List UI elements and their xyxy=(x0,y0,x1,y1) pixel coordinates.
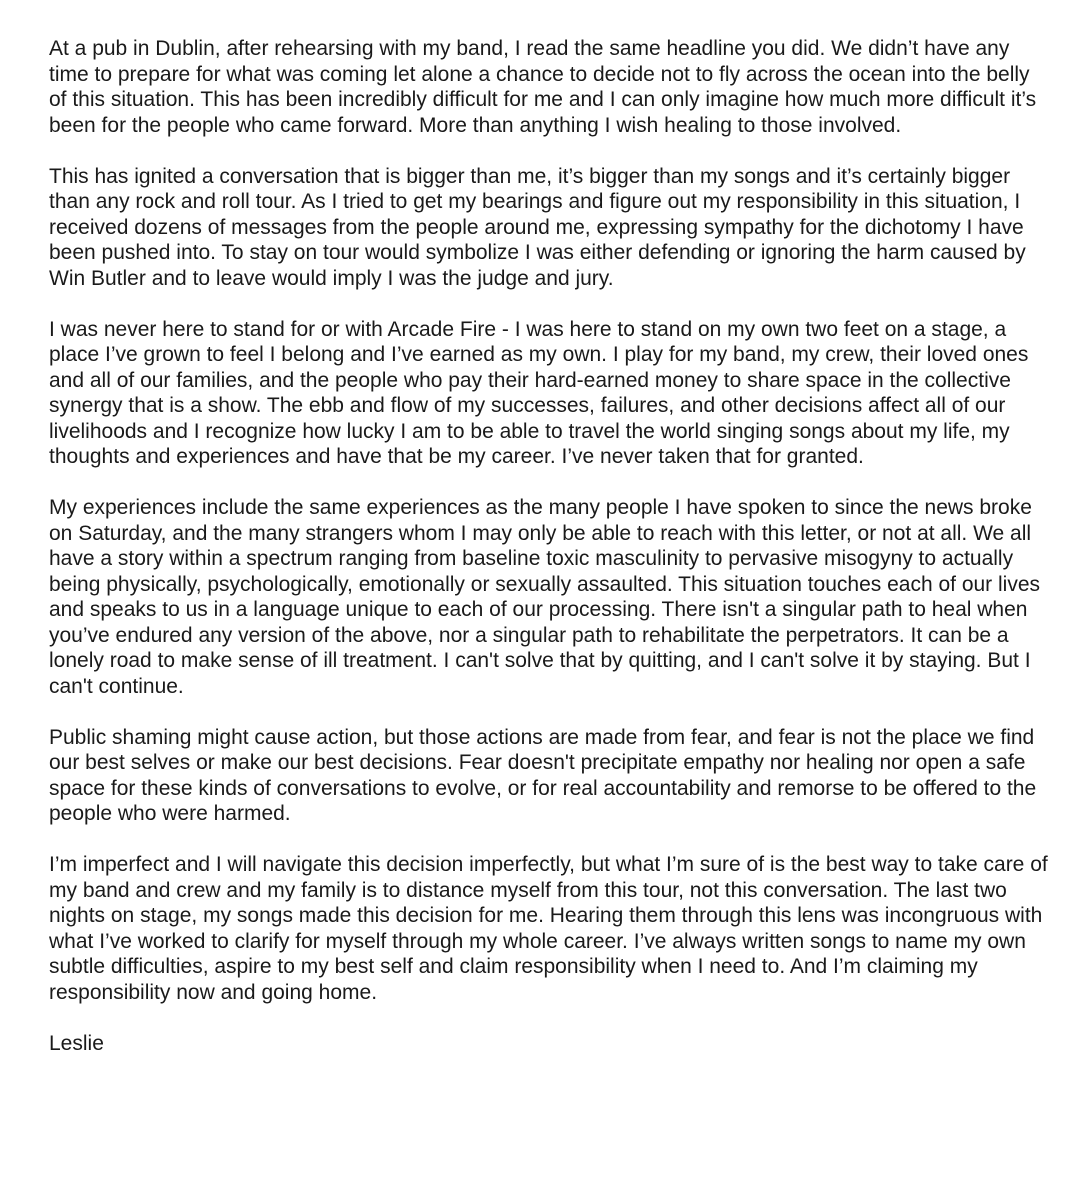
paragraph: My experiences include the same experiences as the many people I have spoken to since the news broke on Saturday, and the many strangers whom I may only be able to reach with this letter, or not at all. We all have a story within a spectrum ranging from baseline toxic masculinity to pervasive misogyny to actually being physically, psychologically, emotionally or sexually assaulted. This situation touches each of our lives and speaks to us in a language unique to each of our processing. There isn't a singular path to heal when you’ve endured any version of the above, nor a singular path to rehabilitate the perpetrators. It can be a lonely road to make sense of ill treatment. I can't solve that by quitting, and I can't solve it by staying. But I can't continue. xyxy=(49,496,1041,698)
paragraph: At a pub in Dublin, after rehearsing with my band, I read the same headline you did. We didn’t have any time to prepare for what was coming let alone a chance to decide not to fly across the ocean into the belly of this situation. This has been incredibly difficult for me and I can only imagine how much more difficult it’s been for the people who came forward. More than anything I wish healing to those involved. xyxy=(49,37,1037,137)
paragraph: Public shaming might cause action, but those actions are made from fear, and fear is not the place we find our best selves or make our best decisions. Fear doesn't precipitate empathy nor healing nor open a safe space for these kinds of conversations to evolve, or for real accountability and remorse to be offered to the people who were harmed. xyxy=(49,725,1037,825)
paragraph: I’m imperfect and I will navigate this decision imperfectly, but what I’m sure of is the best way to take care of my band and crew and my family is to distance myself from this tour, not this conversation. The last two nights on stage, my songs made this decision for me. Hearing them through this lens was incongruous with what I’ve worked to clarify for myself through my whole career. I’ve always written songs to name my own subtle difficulties, aspire to my best self and claim responsibility when I need to. And I’m claiming my responsibility now and going home. xyxy=(49,853,1048,1004)
paragraph: This has ignited a conversation that is bigger than me, it’s bigger than my songs and it’s certainly bigger than any rock and roll tour. As I tried to get my bearings and figure out my responsibility in this situation, I received dozens of messages from the people around me, expressing sympathy for the dichotomy I have been pushed into. To stay on tour would symbolize I was either defending or ignoring the harm caused by Win Butler and to leave would imply I was the judge and jury. xyxy=(49,164,1026,290)
signature: Leslie xyxy=(49,1031,104,1055)
paragraph: I was never here to stand for or with Arcade Fire - I was here to stand on my own two feet on a stage, a place I’ve grown to feel I belong and I’ve earned as my own. I play for my band, my crew, their loved ones and all of our families, and the people who pay their hard-earned money to share space in the collective synergy that is a show. The ebb and flow of my successes, failures, and other decisions affect all of our livelihoods and I recognize how lucky I am to be able to travel the world singing songs about my life, my thoughts and experiences and have that be my career. I’ve never taken that for granted. xyxy=(49,317,1029,468)
letter-body xyxy=(49,36,1049,1082)
